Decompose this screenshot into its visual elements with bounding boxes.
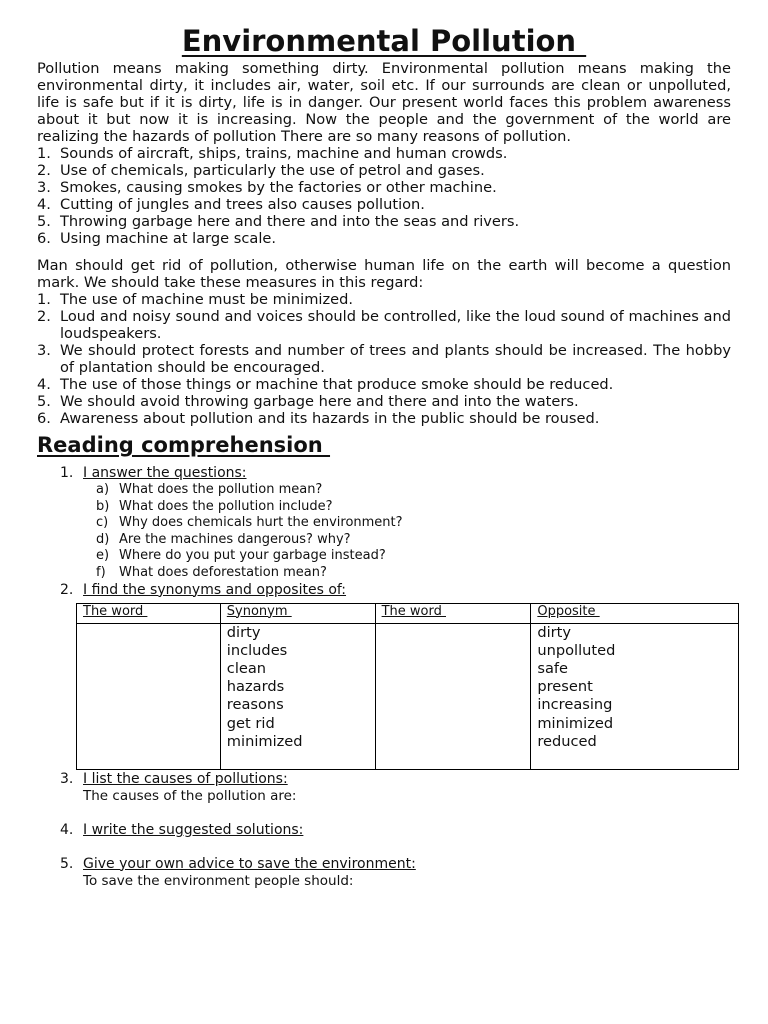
question-2 bbox=[37, 582, 731, 599]
list-number: 5. bbox=[37, 393, 51, 410]
list-number: 1. bbox=[37, 291, 51, 308]
list-item bbox=[37, 342, 731, 376]
sub-question bbox=[37, 565, 731, 582]
table-word: reasons bbox=[226, 696, 284, 714]
table-word: reduced bbox=[537, 732, 597, 750]
question-label: Give your own advice to save the environment: bbox=[83, 855, 416, 872]
table-word: increasing bbox=[537, 696, 613, 714]
list-number: 4. bbox=[37, 196, 51, 213]
sub-question-letter: f) bbox=[96, 564, 106, 580]
synonym-words-cell bbox=[220, 623, 375, 769]
list-text: Loud and noisy sound and voices should be controlled, like the loud sound of machines and loudspeakers. bbox=[60, 308, 731, 342]
sub-question bbox=[37, 548, 731, 565]
list-number: 3. bbox=[37, 179, 51, 196]
list-text: We should protect forests and number of trees and plants should be increased. The hobby of plantation should be encouraged. bbox=[60, 342, 731, 376]
list-text: The use of those things or machine that produce smoke should be reduced. bbox=[60, 376, 614, 393]
list-text: Using machine at large scale. bbox=[60, 230, 277, 247]
sub-question-text: Are the machines dangerous? why? bbox=[119, 531, 351, 547]
sub-question bbox=[37, 482, 731, 499]
list-text: Awareness about pollution and its hazards in the public should be roused. bbox=[60, 410, 600, 427]
sub-question-text: What does the pollution include? bbox=[119, 498, 333, 514]
list-text: Smokes, causing smokes by the factories or other machine. bbox=[60, 179, 497, 196]
list-text: Use of chemicals, particularly the use of petrol and gases. bbox=[60, 162, 485, 179]
list-number: 4. bbox=[37, 376, 51, 393]
list-item bbox=[37, 230, 731, 247]
list-number: 2. bbox=[37, 308, 51, 325]
sub-question-text: Where do you put your garbage instead? bbox=[119, 548, 386, 564]
word-cell[interactable] bbox=[77, 623, 221, 769]
sub-question-letter: a) bbox=[96, 482, 110, 497]
question-5 bbox=[37, 856, 731, 873]
table-row bbox=[77, 623, 739, 769]
list-item bbox=[37, 410, 731, 427]
question-number: 5. bbox=[60, 855, 74, 872]
question-number: 4. bbox=[60, 821, 74, 838]
sub-question-text: Why does chemicals hurt the environment? bbox=[119, 515, 403, 531]
question-label: I write the suggested solutions: bbox=[83, 821, 304, 838]
list-item bbox=[37, 376, 731, 393]
list-item bbox=[37, 393, 731, 410]
list-number: 6. bbox=[37, 410, 51, 427]
answer-prompt: The causes of the pollution are: bbox=[83, 787, 297, 804]
list-text: Sounds of aircraft, ships, trains, machine and human crowds. bbox=[60, 145, 508, 162]
list-number: 5. bbox=[37, 213, 51, 230]
list-item bbox=[37, 213, 731, 230]
sub-question bbox=[37, 532, 731, 549]
table-word: minimized bbox=[226, 732, 303, 750]
intro-paragraph: Pollution means making something dirty. Environmental pollution means making the environmental dirty, it includes air, water, soil etc. If our surrounds are clean or unpolluted, life is safe but if it is dirty, life is in danger. Our present world faces this problem awareness about it but now it is increasing. Now the people and the government of the world are realizing the hazards of pollution There are so many reasons of pollution. bbox=[37, 60, 731, 145]
list-number: 3. bbox=[37, 342, 51, 359]
measures-intro: Man should get rid of pollution, otherwise human life on the earth will become a question mark. We should take these measures in this regard: bbox=[37, 257, 731, 291]
question-label: I list the causes of pollutions: bbox=[83, 770, 288, 787]
sub-question-text: What does the pollution mean? bbox=[119, 482, 323, 497]
sub-question-letter: c) bbox=[96, 515, 109, 531]
question-number: 1. bbox=[60, 465, 74, 481]
document-page bbox=[37, 22, 731, 890]
table-word: includes bbox=[226, 641, 288, 659]
question-label: I answer the questions: bbox=[83, 465, 247, 481]
opposite-words-cell bbox=[531, 623, 739, 769]
list-text: Cutting of jungles and trees also causes pollution. bbox=[60, 196, 425, 213]
list-text: The use of machine must be minimized. bbox=[60, 291, 354, 308]
page-title: Environmental Pollution bbox=[181, 24, 587, 58]
list-text: Throwing garbage here and there and into the seas and rivers. bbox=[60, 213, 520, 230]
answer-prompt: To save the environment people should: bbox=[83, 872, 354, 889]
question-3 bbox=[37, 771, 731, 788]
measures-list bbox=[37, 291, 731, 427]
table-word: safe bbox=[537, 659, 569, 677]
table-header: Synonym bbox=[220, 603, 375, 623]
word-cell[interactable] bbox=[375, 623, 531, 769]
sub-question bbox=[37, 499, 731, 516]
list-number: 2. bbox=[37, 162, 51, 179]
list-text: We should avoid throwing garbage here and there and into the waters. bbox=[60, 393, 579, 410]
question-1 bbox=[37, 465, 731, 482]
sub-question-letter: d) bbox=[96, 531, 110, 547]
list-item bbox=[37, 196, 731, 213]
table-header-row bbox=[77, 603, 739, 623]
list-number: 6. bbox=[37, 230, 51, 247]
list-item bbox=[37, 145, 731, 162]
sub-questions-list bbox=[37, 482, 731, 582]
table-word: unpolluted bbox=[537, 641, 616, 659]
table-word: dirty bbox=[226, 623, 261, 641]
reading-comprehension-heading: Reading comprehension bbox=[37, 433, 331, 457]
sub-question-text: What does deforestation mean? bbox=[119, 564, 327, 580]
table-word: present bbox=[537, 678, 593, 696]
question-4 bbox=[37, 822, 731, 839]
sub-question-letter: b) bbox=[96, 498, 110, 514]
list-number: 1. bbox=[37, 145, 51, 162]
question-number: 3. bbox=[60, 770, 74, 787]
table-word: get rid bbox=[226, 714, 275, 732]
table-word: minimized bbox=[537, 714, 614, 732]
table-word: hazards bbox=[226, 678, 285, 696]
table-header: The word bbox=[77, 603, 221, 623]
sub-question-letter: e) bbox=[96, 548, 110, 564]
question-label: I find the synonyms and opposites of: bbox=[83, 581, 347, 598]
list-item bbox=[37, 291, 731, 308]
table-word: clean bbox=[226, 659, 267, 677]
table-header: Opposite bbox=[531, 603, 739, 623]
sub-question bbox=[37, 515, 731, 532]
list-item bbox=[37, 308, 731, 342]
table-header: The word bbox=[375, 603, 531, 623]
causes-list bbox=[37, 145, 731, 247]
list-item bbox=[37, 179, 731, 196]
table-word: dirty bbox=[537, 623, 572, 641]
question-number: 2. bbox=[60, 581, 74, 598]
synonyms-opposites-table bbox=[76, 603, 739, 770]
list-item bbox=[37, 162, 731, 179]
